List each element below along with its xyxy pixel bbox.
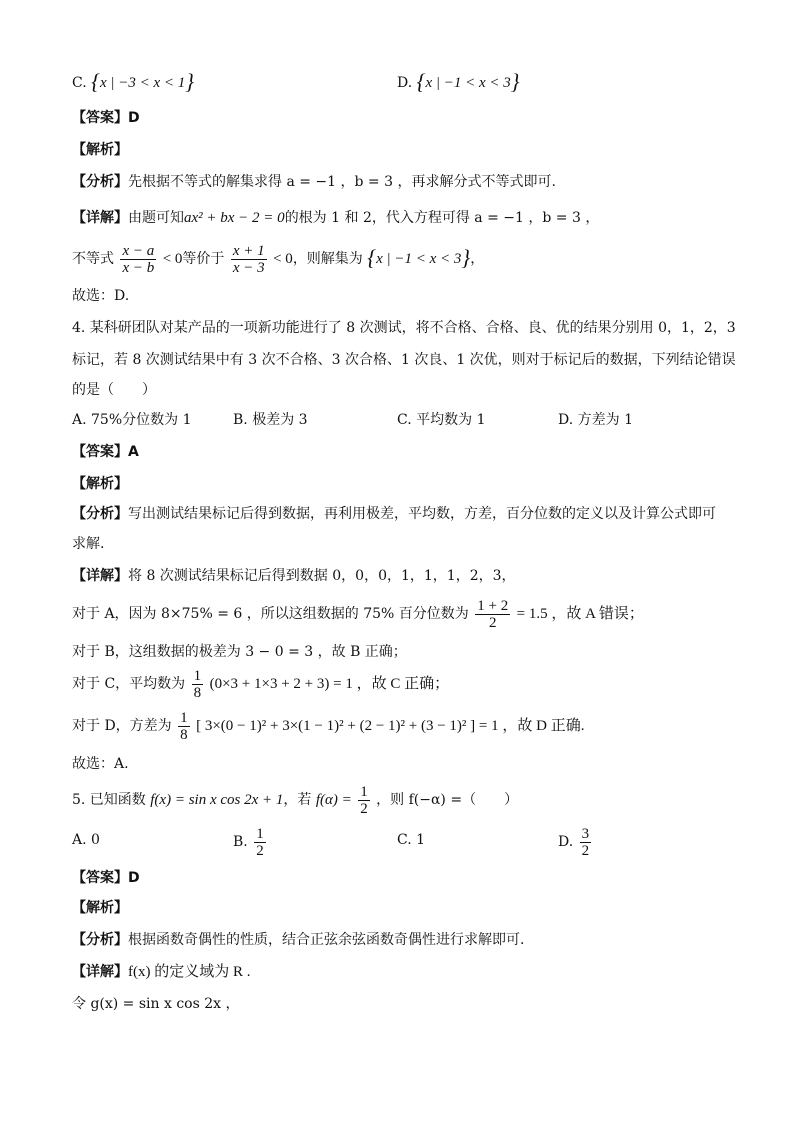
q4-option-c: C. 平均数为 1 (397, 412, 486, 428)
q5-stem: 5. 已知函数 f(x) = sin x cos 2x + 1，若 f(α) = $\frac{1}{2}$ ，则 f(−α) =（ ） (72, 783, 519, 817)
q3-guxuan: 故选：D. (72, 288, 130, 304)
q4-item-d: 对于 D，方差为 $\frac{1}{8}$ [ 3×(0 − 1)² + 3×(1 − 1)² + (2 − 1)² + (3 − 1)² ] = 1 ，故 D 正确. (72, 709, 585, 743)
fraction-1: $\frac{x - a}{x - b}$ (122, 242, 155, 276)
fraction-a: $\frac{1 + 2}{2}$ (477, 597, 509, 631)
q4-option-a: A. 75%分位数为 1 (72, 412, 192, 428)
q3-jiexi: 【解析】 (72, 142, 128, 158)
fraction-d: $\frac{1}{8}$ (180, 709, 188, 743)
q3-fenxi: 【分析】先根据不等式的解集求得 a = −1 ，b = 3 ，再求解分式不等式即可. (72, 174, 556, 190)
q5-ling: 令 g(x) = sin x cos 2x ， (72, 996, 240, 1012)
q5-option-c: C. 1 (397, 832, 426, 848)
q5-jiexi: 【解析】 (72, 900, 128, 916)
q4-fenxi-1: 【分析】写出测试结果标记后得到数据，再利用极差，平均数，方差，百分位数的定义以及计算公式即可 (72, 506, 716, 522)
q4-stem-1: 4. 某科研团队对某产品的一项新功能进行了 8 次测试，将不合格、合格、良、优的结果分别用 0，1，2，3 (72, 320, 736, 336)
q5-option-d: D. $\frac{3}{2}$ (558, 825, 590, 859)
q4-item-c: 对于 C，平均数为 $\frac{1}{8}$ (0×3 + 1×3 + 2 + 3) = 1 ，故 C 正确； (72, 667, 450, 701)
q3-inequality: 不等式 $\frac{x - a}{x - b}$ < 0等价于 $\frac{x + 1}{x - 3}$ < 0，则解集为 {x | −1 < x < 3}， (72, 242, 485, 276)
fraction-d-opt: $\frac{3}{2}$ (581, 825, 590, 859)
q5-xiangjie: 【详解】f(x) 的定义域为 R . (72, 964, 251, 980)
q4-jiexi: 【解析】 (72, 476, 128, 492)
q4-stem-3: 的是（ ） (72, 382, 156, 398)
option-d-set: {x | −1 < x < 3} (416, 69, 520, 94)
fraction-c: $\frac{1}{8}$ (193, 667, 202, 701)
q4-option-b: B. 极差为 3 (233, 412, 308, 428)
q4-guxuan: 故选：A. (72, 756, 129, 772)
fraction-2: $\frac{x + 1}{x - 3}$ (232, 242, 265, 276)
q5-fenxi: 【分析】根据函数奇偶性的性质，结合正弦余弦函数奇偶性进行求解即可. (72, 932, 525, 948)
q4-stem-2: 标记，若 8 次测试结果中有 3 次不合格、3 次合格、1 次良、1 次优，则对于标记后的数据，下列结论错误 (72, 352, 736, 368)
q3-xiangjie: 【详解】由题可知ax² + bx − 2 = 0的根为 1 和 2，代入方程可得 a = −1 ，b = 3 ， (72, 210, 600, 226)
q4-fenxi-2: 求解. (72, 536, 105, 552)
q4-item-b: 对于 B，这组数据的极差为 3 − 0 = 3 ，故 B 正确； (72, 644, 407, 660)
q5-answer: 【答案】D (72, 870, 140, 886)
option-c (72, 69, 195, 94)
q4-xiangjie: 【详解】将 8 次测试结果标记后得到数据 0，0，0，1，1，1，2，3， (72, 568, 516, 584)
q5-option-b: B. $\frac{1}{2}$ (233, 825, 264, 859)
solution-set: {x | −1 < x < 3} (367, 245, 471, 270)
q4-item-a: 对于 A，因为 8×75% = 6 ，所以这组数据的 75% 百分位数为 $\frac{1 + 2}{2}$ = 1.5 ，故 A 错误； (72, 597, 644, 631)
fraction-half: $\frac{1}{2}$ (360, 783, 368, 817)
q4-answer: 【答案】A (72, 444, 139, 460)
q4-option-d: D. 方差为 1 (558, 412, 633, 428)
fraction-b: $\frac{1}{2}$ (256, 825, 264, 859)
option-c-label: C. (72, 75, 87, 91)
q5-option-a: A. 0 (72, 832, 100, 848)
q3-answer: 【答案】D (72, 110, 140, 126)
option-c-set: {x | −3 < x < 1} (91, 69, 195, 94)
option-d-label: D. (397, 75, 413, 91)
option-d (397, 69, 520, 94)
